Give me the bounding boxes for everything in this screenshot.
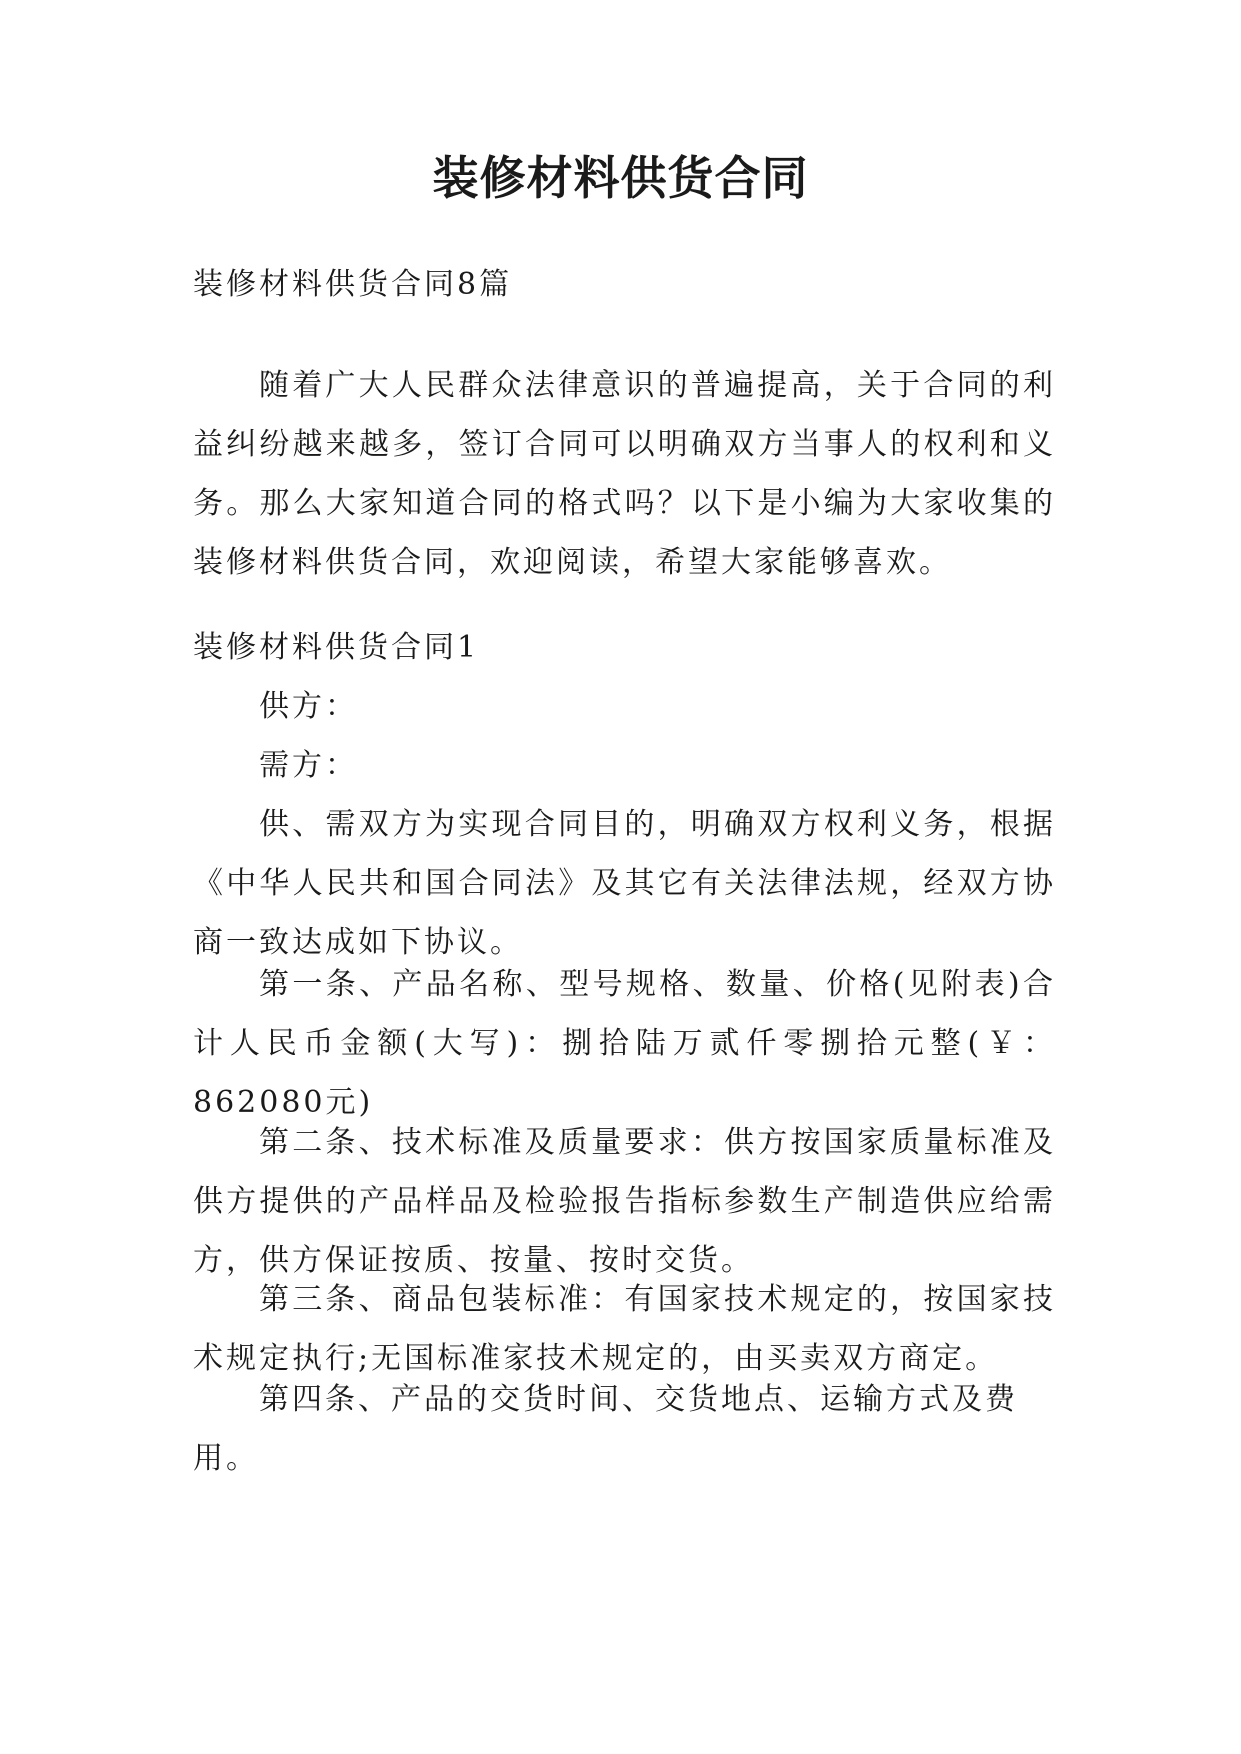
article-4: 第四条、产品的交货时间、交货地点、运输方式及费用。 [193,1382,1018,1476]
buyer-label: 需方： [259,748,358,783]
article-1: 第一条、产品名称、型号规格、数量、价格(见附表)合计人民币金额(大写)：捌拾陆万贰仟零捌拾元整(￥：862080元) [193,967,1056,1120]
preamble-paragraph: 供、需双方为实现合同目的，明确双方权利义务，根据《中华人民共和国合同法》及其它有关法律法规，经双方协商一致达成如下协议。 [193,807,1056,960]
document-title: 装修材料供货合同 [432,151,809,205]
article-3: 第三条、商品包装标准：有国家技术规定的，按国家技术规定执行;无国标准家技术规定的，由买卖双方商定。 [193,1282,1056,1376]
section-heading-1: 装修材料供货合同1 [193,630,480,665]
article-2: 第二条、技术标准及质量要求：供方按国家质量标准及供方提供的产品样品及检验报告指标参数生产制造供应给需方，供方保证按质、按量、按时交货。 [193,1125,1056,1278]
supplier-label: 供方： [259,689,358,724]
intro-paragraph: 随着广大人民群众法律意识的普遍提高，关于合同的利益纠纷越来越多，签订合同可以明确双方当事人的权利和义务。那么大家知道合同的格式吗？以下是小编为大家收集的装修材料供货合同，欢迎阅读，希望大家能够喜欢。 [193,368,1056,580]
document-subtitle: 装修材料供货合同8篇 [193,267,513,302]
